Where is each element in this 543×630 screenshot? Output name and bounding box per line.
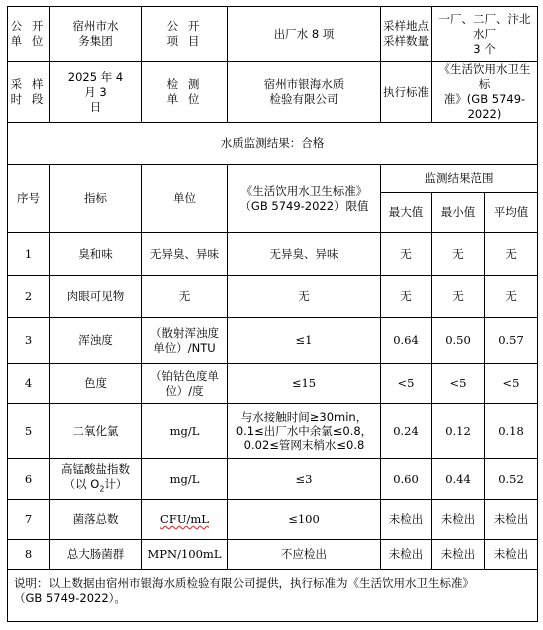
row-unit: （散射浑浊度 单位）/NTU: [142, 318, 228, 364]
row-avg: 无: [485, 276, 538, 318]
row-avg: 0.18: [485, 404, 538, 459]
table-row: [8, 404, 538, 459]
row-indicator: 二氧化氯: [50, 404, 142, 459]
info-row-2: [8, 62, 538, 123]
row-limit: ≤3: [228, 459, 381, 500]
note-row: [8, 570, 538, 622]
col-avg: 平均值: [485, 193, 538, 233]
table-row: [8, 459, 538, 500]
row-unit: mg/L: [142, 404, 228, 459]
col-range: 监测结果范围: [381, 165, 538, 193]
pub-unit-value: 宿州市水 务集团: [50, 7, 142, 62]
lab-value: 宿州市银海水质 检验有限公司: [228, 62, 381, 123]
row-max: 未检出: [381, 540, 432, 570]
row-min: 未检出: [432, 500, 485, 540]
row-min: 0.12: [432, 404, 485, 459]
row-max: 无: [381, 276, 432, 318]
table-row: [8, 540, 538, 570]
row-min: 未检出: [432, 540, 485, 570]
table-row: [8, 318, 538, 364]
row-max: 0.60: [381, 459, 432, 500]
sample-location-label: 采样地点 采样数量: [381, 7, 432, 62]
col-max: 最大值: [381, 193, 432, 233]
row-max: <5: [381, 364, 432, 404]
sample-period-label: 采 样 时 段: [8, 62, 50, 123]
row-min: 无: [432, 233, 485, 276]
table-row: [8, 233, 538, 276]
col-seq: 序号: [8, 165, 50, 233]
row-min: 无: [432, 276, 485, 318]
col-unit: 单位: [142, 165, 228, 233]
row-indicator: 肉眼可见物: [50, 276, 142, 318]
row-seq: 8: [8, 540, 50, 570]
row-min: <5: [432, 364, 485, 404]
water-quality-table: [7, 6, 538, 622]
row-unit: MPN/100mL: [142, 540, 228, 570]
row-avg: 0.52: [485, 459, 538, 500]
row-avg: <5: [485, 364, 538, 404]
row-limit: ≤100: [228, 500, 381, 540]
row-indicator-cell: [50, 459, 142, 500]
row-max: 未检出: [381, 500, 432, 540]
row-limit: 无: [228, 276, 381, 318]
standard-value: 《生活饮用水卫生标 准》(GB 5749-2022): [432, 62, 538, 123]
column-header-row-1: [8, 165, 538, 193]
result-title: 水质监测结果：合格: [8, 123, 538, 165]
row-avg: 无: [485, 233, 538, 276]
footnote: 说明：以上数据由宿州市银海水质检验有限公司提供，执行标准为《生活饮用水卫生标准》 （GB 5749-2022）。: [8, 570, 538, 622]
row-unit: 无: [142, 276, 228, 318]
row-indicator: 臭和味: [50, 233, 142, 276]
table-row: [8, 364, 538, 404]
col-min: 最小值: [432, 193, 485, 233]
row-limit: ≤1: [228, 318, 381, 364]
sample-location-value: 一厂、二厂、汴北水厂 3 个: [432, 7, 538, 62]
pub-item-value: 出厂水 8 项: [228, 7, 381, 62]
row-min: 0.50: [432, 318, 485, 364]
row-unit: mg/L: [142, 459, 228, 500]
row-unit: （铂钴色度单 位）/度: [142, 364, 228, 404]
row-max: 无: [381, 233, 432, 276]
table-row: [8, 500, 538, 540]
row-limit: 不应检出: [228, 540, 381, 570]
pub-item-label: 公 开 项 目: [142, 7, 228, 62]
row-max: 0.64: [381, 318, 432, 364]
row-indicator: 菌落总数: [50, 500, 142, 540]
col-indicator: 指标: [50, 165, 142, 233]
row-avg: 0.57: [485, 318, 538, 364]
row-max: 0.24: [381, 404, 432, 459]
info-row-1: [8, 7, 538, 62]
row-seq: 4: [8, 364, 50, 404]
row-limit: 与水接触时间≥30min， 0.1≤出厂水中余氯≤0.8， 0.02≤管网末梢水≤0.8: [228, 404, 381, 459]
row-avg: 未检出: [485, 540, 538, 570]
lab-label: 检 测 单 位: [142, 62, 228, 123]
pub-unit-label: 公 开 单 位: [8, 7, 50, 62]
row-min: 0.44: [432, 459, 485, 500]
row-indicator-note: （以 $O_2$计）: [63, 476, 128, 494]
row-avg: 未检出: [485, 500, 538, 540]
row-seq: 7: [8, 500, 50, 540]
row-unit: CFU/mL: [160, 512, 209, 526]
row-indicator: 浑浊度: [50, 318, 142, 364]
row-seq: 5: [8, 404, 50, 459]
row-limit: ≤15: [228, 364, 381, 404]
row-indicator: 色度: [50, 364, 142, 404]
row-seq: 6: [8, 459, 50, 500]
row-unit: 无异臭、异味: [142, 233, 228, 276]
result-title-row: [8, 123, 538, 165]
standard-label: 执行标准: [381, 62, 432, 123]
table-row: [8, 276, 538, 318]
col-limit: 《生活饮用水卫生标准》 （GB 5749-2022）限值: [228, 165, 381, 233]
row-seq: 2: [8, 276, 50, 318]
row-seq: 3: [8, 318, 50, 364]
row-unit-cell: [142, 500, 228, 540]
row-limit: 无异臭、异味: [228, 233, 381, 276]
row-indicator: 高锰酸盐指数: [61, 461, 130, 476]
row-indicator: 总大肠菌群: [50, 540, 142, 570]
sample-period-value: 2025 年 4 月 3 日: [50, 62, 142, 123]
row-seq: 1: [8, 233, 50, 276]
